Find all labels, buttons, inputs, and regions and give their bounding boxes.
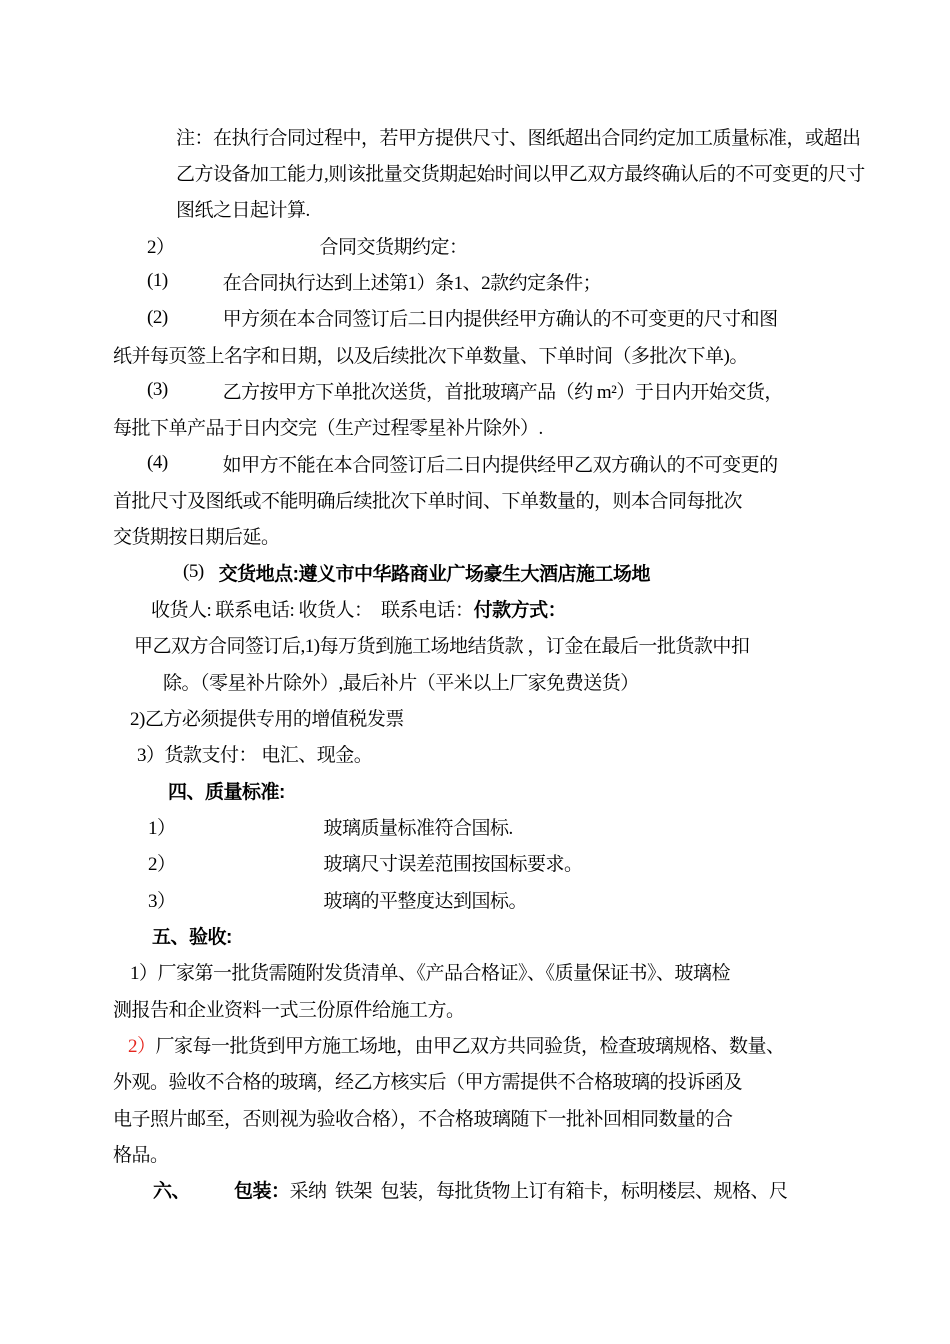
text-run: 外观。验收不合格的玻璃，经乙方核实后（甲方需提供不合格玻璃的投诉函及 [113, 1072, 743, 1094]
text-line [0, 118, 950, 154]
text-line [0, 554, 950, 590]
text-line [0, 1172, 950, 1208]
text-run: 乙方设备加工能力,则该批量交货期起始时间以甲乙双方最终确认后的不可变更的尺寸 [176, 163, 865, 185]
tab-spacer [168, 390, 223, 391]
text-run: 交货期按日期后延。 [113, 527, 280, 549]
text-run: 每批下单产品于日内交完（生产过程零星补片除外）. [113, 418, 543, 440]
text-run: 2)乙方必须提供专用的增值税发票 [130, 708, 404, 730]
tab-spacer [175, 245, 320, 246]
text-line [0, 881, 950, 917]
text-run: (1) [147, 270, 168, 292]
text-run: 格品。 [113, 1144, 169, 1166]
text-run: 纸并每页签上名字和日期，以及后续批次下单数量、下单时间（多批次下单)。 [113, 345, 748, 367]
text-run: 六、 [153, 1181, 191, 1203]
text-line [0, 409, 950, 445]
text-run: 2） [148, 854, 176, 876]
text-line [0, 1099, 950, 1135]
text-line [0, 227, 950, 263]
text-line [0, 191, 950, 227]
text-line [0, 445, 950, 481]
text-line [0, 699, 950, 735]
text-line [0, 154, 950, 190]
text-line [0, 1063, 950, 1099]
text-line [0, 372, 950, 408]
text-run: 3） [148, 890, 176, 912]
text-run: (2) [147, 306, 168, 328]
text-run: (5) [183, 561, 204, 583]
text-run: 1） [148, 817, 176, 839]
text-line [0, 518, 950, 554]
text-run: 四、质量标准: [168, 781, 285, 803]
text-run: 首批尺寸及图纸或不能明确后续批次下单时间、下单数量的，则本合同每批次 [113, 490, 743, 512]
text-run: 除。（零星补片除外）,最后补片（平米以上厂家免费送货） [163, 672, 639, 694]
text-run: 五、验收: [152, 926, 232, 948]
tab-spacer [168, 463, 223, 464]
text-line [0, 627, 950, 663]
text-line [0, 954, 950, 990]
text-line [0, 1135, 950, 1171]
text-line [0, 736, 950, 772]
text-run: 付款方式： [473, 599, 567, 621]
text-run: 交货地点:遵义市中华路商业广场豪生大酒店施工场地 [218, 563, 650, 585]
text-line [0, 845, 950, 881]
text-line [0, 917, 950, 953]
text-run: (4) [147, 452, 168, 474]
text-run: 测报告和企业资料一式三份原件给施工方。 [113, 999, 465, 1021]
text-run: 图纸之日起计算. [176, 200, 310, 222]
tab-spacer [176, 826, 324, 827]
tab-spacer [168, 317, 223, 318]
text-line [0, 336, 950, 372]
text-run: 厂家每一批货到甲方施工场地，由甲乙双方共同验货，检查玻璃规格、数量、 [155, 1035, 785, 1057]
text-line [0, 300, 950, 336]
text-run: 乙方按甲方下单批次送货，首批玻璃产品（约 m²）于日内开始交货， [222, 381, 783, 403]
text-line [0, 263, 950, 299]
text-run: 2） [128, 1035, 156, 1057]
document-content [0, 118, 950, 1208]
text-run: 注：在执行合同过程中，若甲方提供尺寸、图纸超出合同约定加工质量标准，或超出 [176, 127, 861, 149]
text-run: 电子照片邮至，否则视为验收合格），不合格玻璃随下一批补回相同数量的合 [113, 1108, 733, 1130]
tab-spacer [176, 862, 324, 863]
text-run: 甲乙双方合同签订后,1)每万货到施工场地结货款 ，订金在最后一批货款中扣 [134, 636, 750, 658]
text-line [0, 1026, 950, 1062]
tab-spacer [190, 1189, 234, 1190]
text-line [0, 663, 950, 699]
text-line [0, 990, 950, 1026]
text-line [0, 590, 950, 626]
text-run: 玻璃质量标准符合国标. [323, 817, 513, 839]
tab-spacer [204, 572, 219, 573]
text-run: 1）厂家第一批货需随附发货清单、《产品合格证》、《质量保证书》、玻璃检 [130, 963, 731, 985]
text-run: 3）货款支付： 电汇、现金。 [137, 745, 373, 767]
text-run: 收货人: 联系电话: 收货人： 联系电话： [151, 599, 474, 621]
text-run: 合同交货期约定： [319, 236, 468, 258]
text-run: 玻璃的平整度达到国标。 [323, 890, 528, 912]
text-run: 2） [147, 236, 175, 258]
text-run: 采纳 铁架 包装，每批货物上订有箱卡，标明楼层、规格、尺 [289, 1181, 788, 1203]
tab-spacer [168, 281, 223, 282]
text-run: 在合同执行达到上述第1）条1、2款约定条件； [222, 272, 602, 294]
tab-spacer [176, 899, 324, 900]
text-line [0, 808, 950, 844]
text-run: (3) [147, 379, 168, 401]
text-run: 如甲方不能在本合同签订后二日内提供经甲乙双方确认的不可变更的 [222, 454, 778, 476]
text-run: 包装： [234, 1181, 290, 1203]
text-run: 玻璃尺寸误差范围按国标要求。 [323, 854, 583, 876]
text-run: 甲方须在本合同签订后二日内提供经甲方确认的不可变更的尺寸和图 [222, 309, 778, 331]
text-line [0, 481, 950, 517]
text-line [0, 772, 950, 808]
